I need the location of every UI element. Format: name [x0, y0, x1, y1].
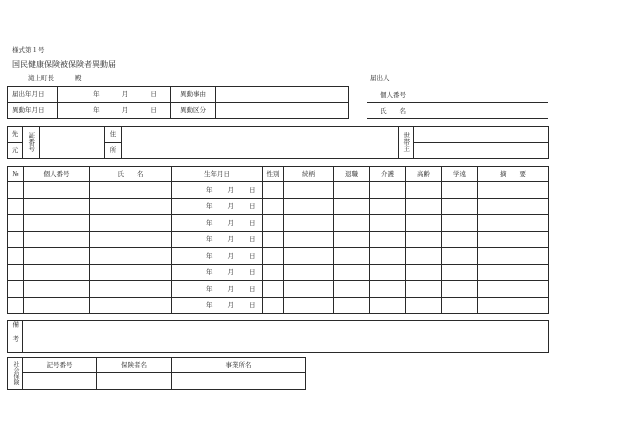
birth-day-label: 日 [249, 202, 256, 210]
si-col-insurer: 保険者名 [97, 358, 172, 373]
member-number-cell[interactable] [8, 198, 24, 215]
certificate-number-field[interactable] [40, 127, 105, 159]
member-name-cell[interactable] [90, 264, 172, 281]
member-student-away-cell[interactable] [442, 198, 478, 215]
member-name-cell[interactable] [90, 297, 172, 314]
member-number-cell[interactable] [8, 248, 24, 265]
remarks-table [7, 320, 549, 353]
birth-month-label: 月 [227, 251, 234, 260]
members-header-row [8, 167, 549, 182]
member-summary-cell[interactable] [478, 182, 549, 199]
birth-day-label: 日 [249, 301, 256, 309]
col-personal-number: 個人番号 [24, 167, 90, 182]
member-elderly-cell[interactable] [406, 297, 442, 314]
members-table [7, 166, 549, 314]
si-office-field[interactable] [172, 373, 306, 390]
member-student-away-cell[interactable] [442, 215, 478, 232]
member-retired-cell[interactable] [334, 198, 370, 215]
birth-year-label: 年 [206, 251, 213, 260]
certificate-number-text: 証番号 [27, 132, 36, 152]
member-row [8, 182, 549, 199]
member-retired-cell[interactable] [334, 215, 370, 232]
change-date-field[interactable] [58, 103, 171, 119]
member-summary-cell[interactable] [478, 281, 549, 298]
member-birth-date-cell[interactable] [172, 231, 263, 248]
member-row [8, 198, 549, 215]
change-category-label: 異動区分 [171, 103, 216, 119]
member-personal-number-cell[interactable] [24, 264, 90, 281]
member-sex-cell[interactable] [263, 231, 284, 248]
form-number: 様式第１号 [12, 46, 45, 54]
member-number-cell[interactable] [8, 264, 24, 281]
member-name-cell[interactable] [90, 281, 172, 298]
col-name: 氏 名 [90, 167, 172, 182]
member-sex-cell[interactable] [263, 248, 284, 265]
member-sex-cell[interactable] [263, 264, 284, 281]
certificate-number-label [23, 127, 40, 159]
col-elderly: 高齢 [406, 167, 442, 182]
member-student-away-cell[interactable] [442, 264, 478, 281]
member-summary-cell[interactable] [478, 231, 549, 248]
member-care-cell[interactable] [370, 297, 406, 314]
si-insurer-field[interactable] [97, 373, 172, 390]
member-retired-cell[interactable] [334, 264, 370, 281]
member-relation-cell[interactable] [284, 297, 334, 314]
householder-text: 世帯主 [402, 132, 411, 152]
member-row [8, 231, 549, 248]
col-sex: 性別 [263, 167, 284, 182]
member-birth-date-cell[interactable] [172, 198, 263, 215]
member-retired-cell[interactable] [334, 248, 370, 265]
submitter-personal-number-line [367, 102, 548, 103]
member-summary-cell[interactable] [478, 198, 549, 215]
change-category-field[interactable] [216, 103, 349, 119]
birth-month-label: 月 [227, 218, 234, 227]
address-label-top: 住 [105, 127, 122, 143]
householder-field-bottom[interactable] [414, 143, 549, 159]
member-personal-number-cell[interactable] [24, 215, 90, 232]
birth-year-label: 年 [206, 235, 213, 243]
remarks-field[interactable] [23, 321, 549, 353]
member-student-away-cell[interactable] [442, 248, 478, 265]
birth-year-label: 年 [206, 185, 213, 194]
birth-month-label: 月 [227, 268, 234, 276]
submitter-personal-number-label: 個人番号 [380, 91, 406, 99]
birth-month-label: 月 [227, 301, 234, 309]
birth-month-label: 月 [227, 284, 234, 293]
member-row [8, 215, 549, 232]
birth-day-label: 日 [249, 218, 256, 227]
addressee: 滝上町長 [28, 74, 54, 82]
member-row [8, 281, 549, 298]
change-date-label: 異動年月日 [8, 103, 58, 119]
member-relation-cell[interactable] [284, 281, 334, 298]
member-summary-cell[interactable] [478, 248, 549, 265]
birth-day-label: 日 [249, 251, 256, 260]
dates-table [7, 86, 349, 119]
member-name-cell[interactable] [90, 231, 172, 248]
birth-year-label: 年 [206, 218, 213, 227]
member-birth-date-cell[interactable] [172, 297, 263, 314]
birth-year-label: 年 [206, 268, 213, 276]
member-summary-cell[interactable] [478, 264, 549, 281]
member-student-away-cell[interactable] [442, 297, 478, 314]
member-summary-cell[interactable] [478, 297, 549, 314]
birth-day-label: 日 [249, 284, 256, 293]
birth-day-label: 日 [249, 268, 256, 276]
member-summary-cell[interactable] [478, 215, 549, 232]
member-personal-number-cell[interactable] [24, 231, 90, 248]
address-field[interactable] [122, 127, 399, 159]
filing-date-label: 届出年月日 [8, 87, 58, 103]
col-student-away: 学遠 [442, 167, 478, 182]
birth-month-label: 月 [227, 185, 234, 194]
social-insurance-label [8, 358, 23, 390]
member-name-cell[interactable] [90, 182, 172, 199]
member-care-cell[interactable] [370, 248, 406, 265]
col-care: 介護 [370, 167, 406, 182]
member-retired-cell[interactable] [334, 297, 370, 314]
member-number-cell[interactable] [8, 297, 24, 314]
member-birth-date-cell[interactable] [172, 182, 263, 199]
member-birth-date-cell[interactable] [172, 264, 263, 281]
si-col-symbol-number: 記号番号 [23, 358, 97, 373]
filing-year: 年 [93, 90, 100, 99]
birth-month-label: 月 [227, 235, 234, 243]
member-relation-cell[interactable] [284, 182, 334, 199]
member-elderly-cell[interactable] [406, 182, 442, 199]
member-row [8, 248, 549, 265]
col-number: № [8, 167, 24, 182]
social-insurance-table [7, 357, 306, 390]
previous-label: 先 [8, 127, 23, 143]
col-summary: 摘 要 [478, 167, 549, 182]
member-personal-number-cell[interactable] [24, 248, 90, 265]
member-sex-cell[interactable] [263, 281, 284, 298]
remarks-label [8, 321, 23, 353]
member-row [8, 297, 549, 314]
birth-year-label: 年 [206, 301, 213, 309]
filing-month: 月 [121, 90, 129, 99]
member-care-cell[interactable] [370, 264, 406, 281]
member-sex-cell[interactable] [263, 182, 284, 199]
household-table [7, 126, 549, 159]
member-elderly-cell[interactable] [406, 231, 442, 248]
origin-label: 元 [8, 143, 23, 159]
change-month: 月 [121, 106, 129, 115]
submitter-name-line [367, 118, 548, 119]
member-student-away-cell[interactable] [442, 281, 478, 298]
member-birth-date-cell[interactable] [172, 215, 263, 232]
addressee-honorific: 殿 [75, 74, 82, 82]
si-col-office: 事業所名 [172, 358, 306, 373]
member-relation-cell[interactable] [284, 198, 334, 215]
member-elderly-cell[interactable] [406, 281, 442, 298]
member-student-away-cell[interactable] [442, 231, 478, 248]
member-student-away-cell[interactable] [442, 182, 478, 199]
member-relation-cell[interactable] [284, 215, 334, 232]
member-relation-cell[interactable] [284, 264, 334, 281]
member-number-cell[interactable] [8, 281, 24, 298]
change-year: 年 [93, 106, 100, 115]
member-number-cell[interactable] [8, 215, 24, 232]
member-number-cell[interactable] [8, 231, 24, 248]
member-sex-cell[interactable] [263, 297, 284, 314]
householder-field-top[interactable] [414, 127, 549, 143]
change-reason-label: 異動事由 [171, 87, 216, 103]
member-personal-number-cell[interactable] [24, 198, 90, 215]
address-label-bottom: 所 [105, 143, 122, 159]
member-elderly-cell[interactable] [406, 248, 442, 265]
member-birth-date-cell[interactable] [172, 281, 263, 298]
form-title: 国民健康保険被保険者異動届 [12, 60, 116, 69]
col-retired: 退職 [334, 167, 370, 182]
submitter-heading: 届出人 [370, 74, 390, 82]
member-birth-date-cell[interactable] [172, 248, 263, 265]
member-number-cell[interactable] [8, 182, 24, 199]
member-sex-cell[interactable] [263, 198, 284, 215]
member-elderly-cell[interactable] [406, 198, 442, 215]
member-row [8, 264, 549, 281]
member-name-cell[interactable] [90, 215, 172, 232]
col-relation: 続柄 [284, 167, 334, 182]
birth-year-label: 年 [206, 202, 213, 210]
member-relation-cell[interactable] [284, 231, 334, 248]
birth-day-label: 日 [249, 185, 256, 194]
member-personal-number-cell[interactable] [24, 281, 90, 298]
filing-date-field[interactable] [58, 87, 171, 103]
member-elderly-cell[interactable] [406, 215, 442, 232]
member-care-cell[interactable] [370, 231, 406, 248]
member-personal-number-cell[interactable] [24, 182, 90, 199]
member-retired-cell[interactable] [334, 281, 370, 298]
col-birth-date: 生年月日 [172, 167, 263, 182]
member-personal-number-cell[interactable] [24, 297, 90, 314]
birth-year-label: 年 [206, 284, 213, 293]
member-care-cell[interactable] [370, 182, 406, 199]
member-name-cell[interactable] [90, 198, 172, 215]
member-elderly-cell[interactable] [406, 264, 442, 281]
si-symbol-number-field[interactable] [23, 373, 97, 390]
member-sex-cell[interactable] [263, 215, 284, 232]
remarks-text: 備考 [11, 321, 20, 350]
member-care-cell[interactable] [370, 198, 406, 215]
birth-month-label: 月 [227, 202, 234, 210]
change-day: 日 [150, 106, 157, 115]
social-insurance-text: 社会保険 [12, 360, 19, 385]
change-reason-field[interactable] [216, 87, 349, 103]
birth-day-label: 日 [249, 235, 256, 243]
householder-label [399, 127, 414, 159]
member-care-cell[interactable] [370, 281, 406, 298]
member-relation-cell[interactable] [284, 248, 334, 265]
member-care-cell[interactable] [370, 215, 406, 232]
member-retired-cell[interactable] [334, 231, 370, 248]
member-retired-cell[interactable] [334, 182, 370, 199]
member-name-cell[interactable] [90, 248, 172, 265]
filing-day: 日 [150, 90, 157, 99]
submitter-name-label: 氏 名 [380, 107, 406, 115]
